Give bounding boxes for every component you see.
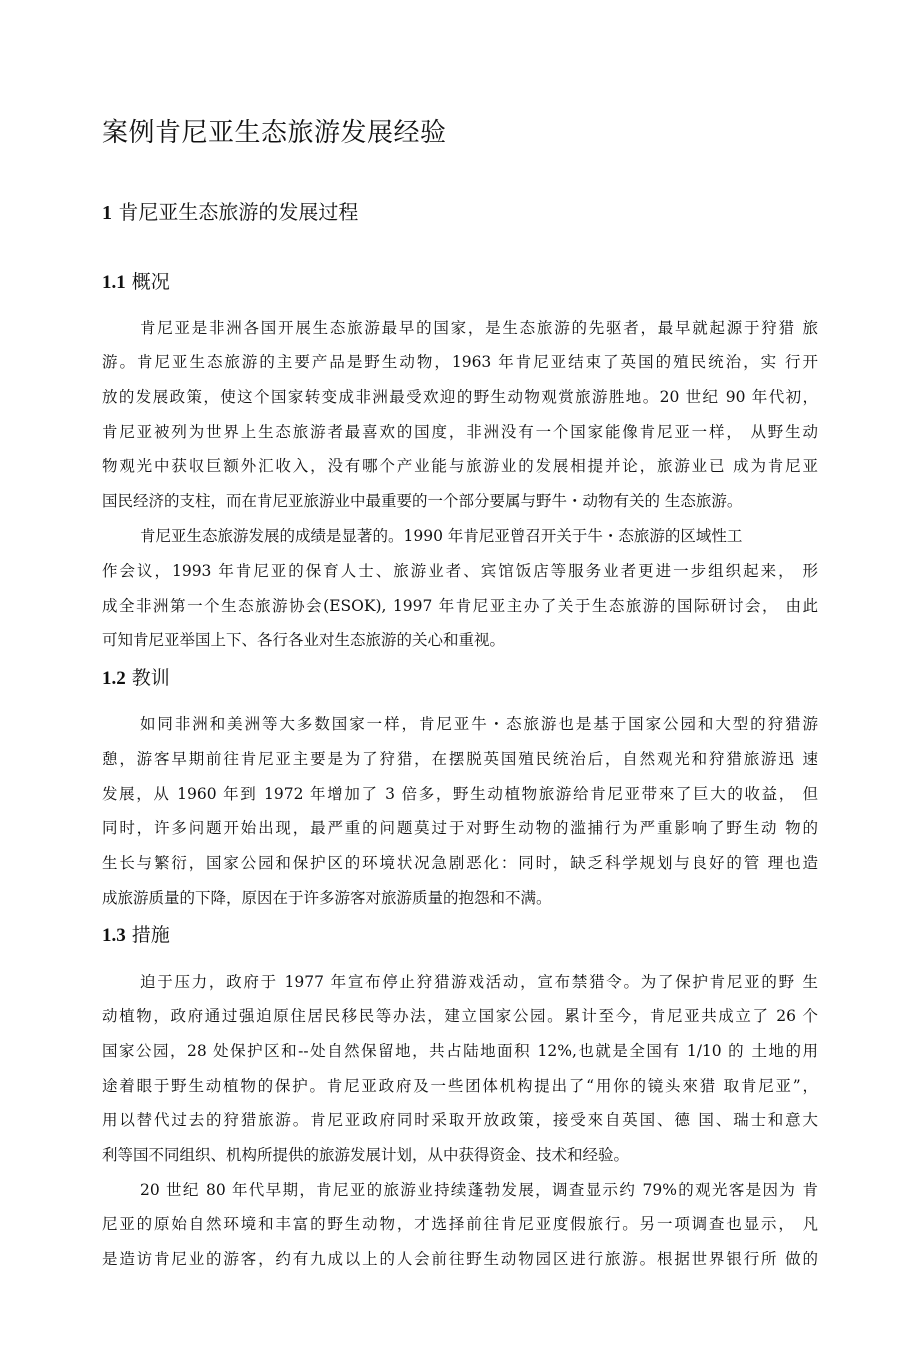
text-line: 国家公园，28 处保护区和--处自然保留地，共占陆地面积 12%,也就是全国有 1/10 的 土地的用	[102, 1042, 818, 1060]
text-line: 国民经济的支柱，而在肯尼亚旅游业中最重要的一个部分要属与野牛・动物有关的 生态旅游。	[102, 492, 743, 510]
text-line: 途着眼于野生动植物的保护。肯尼亚政府及一些团体机构提出了“用你的镜头來猎 取肯尼亚”，	[102, 1077, 818, 1095]
text-line: 作会议，1993 年肯尼亚的保育人士、旅游业者、宾馆饭店等服务业者更进一步组织起来， 形	[102, 562, 818, 580]
section-number: 1.1	[102, 272, 126, 293]
text-line: 如同非洲和美洲等大多数国家一样，肯尼亚牛・态旅游也是基于国家公园和大型的狩猎游	[140, 715, 818, 733]
text-line: 成全非洲第一个生态旅游协会(ESOK), 1997 年肯尼亚主办了关于生态旅游的国际研讨会， 由此	[102, 597, 818, 615]
text-line: 可知肯尼亚举国上下、各行各业对生态旅游的关心和重视。	[102, 631, 506, 649]
section-1-1-heading	[102, 267, 170, 294]
section-1-heading	[102, 196, 358, 225]
text-line: 同时，许多问题开始出现，最严重的问题莫过于对野生动物的滥捕行为严重影响了野生动 物的	[102, 819, 818, 837]
section-number: 1.2	[102, 668, 126, 689]
section-number: 1.3	[102, 925, 126, 946]
text-line: 肯尼亚生态旅游发展的成绩是显著的。1990 年肯尼亚曾召开关于牛・态旅游的区域性工	[140, 527, 743, 545]
text-line: 物观光中获収巨额外汇收入，没有哪个产业能与旅游业的发展相提并论，旅游业已 成为肯尼亚	[102, 457, 818, 475]
text-line: 生长与繁衍，国家公园和保护区的环境状况急剧恶化：同时，缺乏科学规划与良好的管 理也造	[102, 854, 818, 872]
section-title: 教训	[131, 667, 170, 689]
text-line: 成旅游质量的下降，原因在于许多游客对旅游质量的抱怨和不满。	[102, 889, 552, 907]
section-title: 概况	[131, 271, 170, 293]
text-line: 憩，游客早期前往肯尼亚主要是为了狩猎，在摆脱英国殖民统治后，自然观光和狩猎旅游迅 速	[102, 750, 818, 768]
text-line: 动植物，政府通过强迫原住居民移民等办法，建立国家公园。累计至今，肯尼亚共成立了 26 个	[102, 1007, 818, 1025]
text-line: 尼亚的原始自然环境和丰富的野生动物，才选择前往肯尼亚度假旅行。另一项调查也显示， 凡	[102, 1215, 818, 1233]
section-number: 1	[102, 202, 112, 224]
text-line: 肯尼亚被列为世界上生态旅游者最喜欢的国度，非洲没有一个国家能像肯尼亚一样， 从野生动	[102, 423, 818, 441]
text-line: 20 世纪 80 年代早期，肯尼亚的旅游业持续蓬勃发展，调查显示约 79%的观光客是因为 肯	[140, 1181, 818, 1199]
text-line: 放的发展政策，使这个国家转变成非洲最受欢迎的野生动物观赏旅游胜地。20 世纪 90 年代初，	[102, 388, 818, 406]
text-line: 利等国不同组织、机构所提供的旅游发展计划，从中获得资金、技术和经验。	[102, 1146, 630, 1164]
text-line: 用以替代过去的狩猎旅游。肯尼亚政府同时采取开放政策，接受來自英国、德 国、瑞士和意大	[102, 1111, 818, 1129]
section-title: 措施	[131, 924, 170, 946]
text-line: 肯尼亚是非洲各国开展生态旅游最早的国家，是生态旅游的先驱者，最早就起源于狩猎 旅	[140, 319, 818, 337]
section-1-3-heading	[102, 920, 170, 947]
text-line: 发展，从 1960 年到 1972 年增加了 3 倍多，野生动植物旅游给肯尼亚带來了巨大的收益， 但	[102, 785, 818, 803]
text-line: 游。肯尼亚生态旅游的主要产品是野生动物，1963 年肯尼亚结束了英国的殖民统治，实 行开	[102, 353, 818, 371]
section-title: 肯尼亚生态旅游的发展过程	[118, 200, 359, 224]
text-line: 是造访肯尼业的游客，约有九成以上的人会前往野生动物园区进行旅游。根据世界银行所 做的	[102, 1250, 818, 1268]
section-1-2-heading	[102, 663, 170, 690]
document-title: 案例肯尼亚生态旅游发展经验	[102, 118, 447, 148]
text-line: 迫于压力，政府于 1977 年宣布停止狩猎游戏活动，宣布禁猎令。为了保护肯尼亚的野 生	[140, 973, 818, 991]
